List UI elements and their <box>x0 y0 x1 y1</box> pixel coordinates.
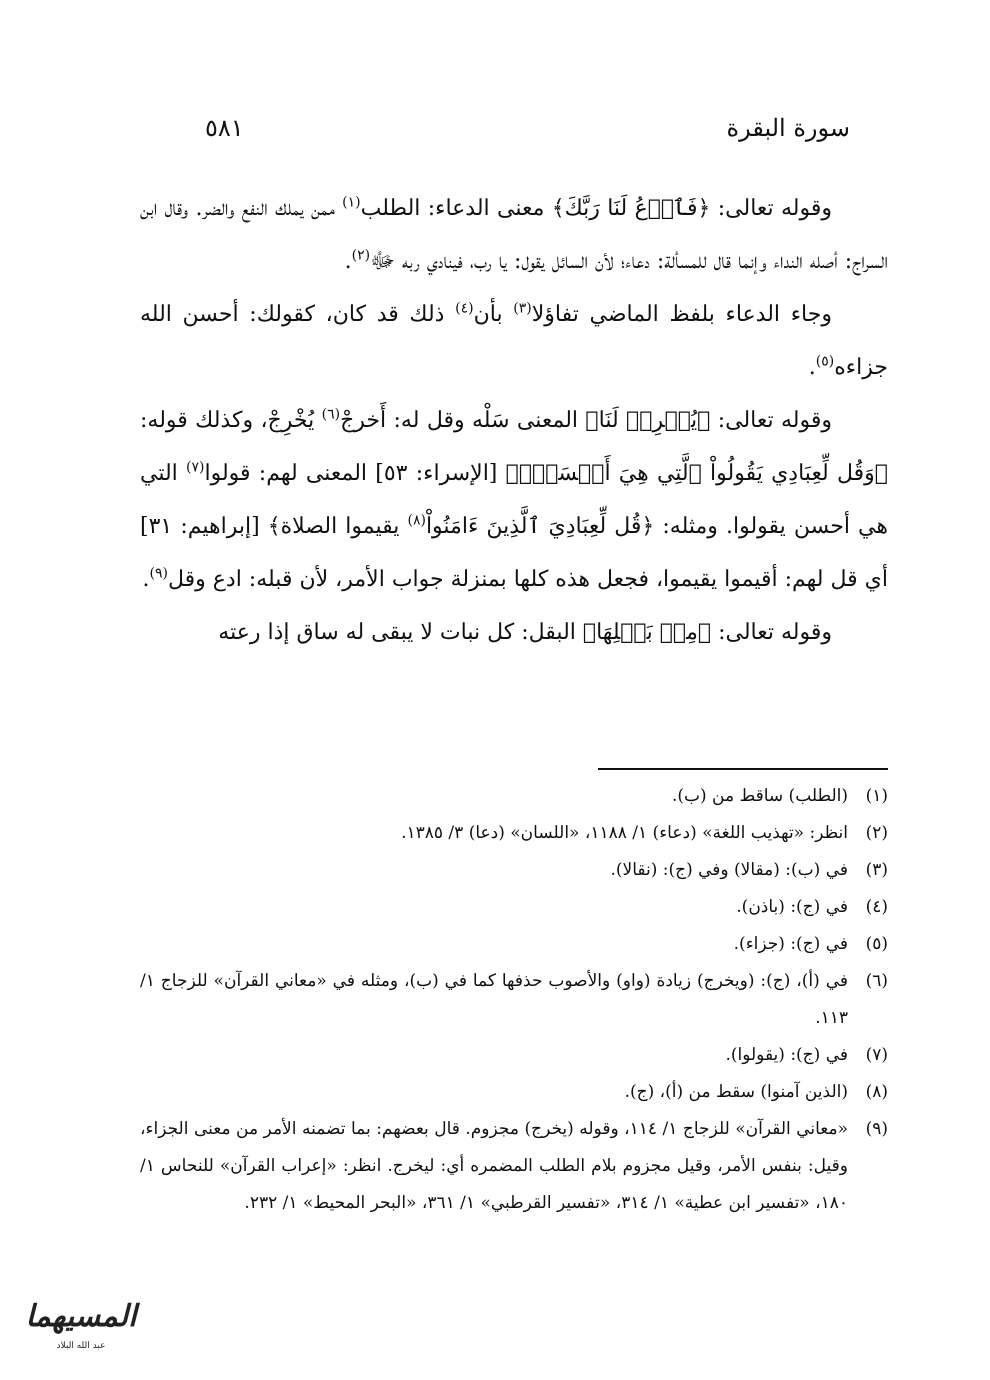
paragraph-1-text-a: وقوله تعالى: ﴿فَٱدۡعُ لَنَا رَبَّكَ﴾ معنى الدعاء: الطلب <box>360 196 832 221</box>
footnote-ref-8: (٨) <box>407 512 426 529</box>
paragraph-2 <box>140 288 888 394</box>
footnote-number: (٧) <box>865 1045 888 1065</box>
footnote-ref-6: (٦) <box>321 406 341 423</box>
paragraph-2-text-b: بأن <box>473 302 514 327</box>
paragraph-3-text-d: يقيموا الصلاة﴾ [إبراهيم: ٣١] أي قل لهم: أقيموا يقيموا، فجعل هذه كلها بمنزلة جواب الأمر، لأن قبله: ادع وقل <box>140 514 888 592</box>
footnote-number: (٤) <box>865 897 888 917</box>
paragraph-3-text-c: التي هي أحسن يقولوا. ومثله: ﴿قُل لِّعِبَادِيَ ٱلَّذِينَ ءَامَنُواْ <box>140 461 888 539</box>
stamp-calligraphy: المسيهما <box>25 1299 137 1334</box>
stamp-caption: عبد الله البلاد <box>56 1341 106 1351</box>
footnote-ref-7: (٧) <box>186 459 205 476</box>
footnote-ref-4: (٤) <box>455 300 474 317</box>
paragraph-3-text-b: يُخْرِجْ، وكذلك قوله: ﴿وَقُل لِّعِبَادِي يَقُولُواْ ٱلَّتِي هِيَ أَحۡسَنُۚ﴾ [الإسراء: ٥٣] المعنى لهم: قولوا <box>140 408 888 486</box>
footnote-2 <box>140 815 888 852</box>
footnote-text: في (ج): (جزاء). <box>733 934 848 954</box>
footnote-text: في (ج): (باذن). <box>736 897 848 917</box>
footnote-number: (٣) <box>865 860 888 880</box>
footnote-3 <box>140 852 888 889</box>
footnote-8 <box>140 1074 888 1111</box>
main-text <box>140 182 888 659</box>
footnote-text: في (ج): (يقولوا). <box>725 1045 848 1065</box>
running-header-surah: سورة البقرة <box>726 114 850 142</box>
paragraph-1 <box>140 182 888 288</box>
footnote-6 <box>140 963 888 1037</box>
footnote-5 <box>140 926 888 963</box>
footnote-7 <box>140 1037 888 1074</box>
footnote-number: (٢) <box>865 823 888 843</box>
footnote-4 <box>140 889 888 926</box>
footnote-ref-1: (١) <box>342 194 361 211</box>
footnote-divider <box>598 768 888 770</box>
footnote-text: في (أ)، (ج): (ويخرج) زيادة (واو) والأصوب حذفها كما في (ب)، ومثله في «معاني القرآن» للزجاج ١/ ١١٣. <box>140 971 848 1028</box>
footnote-number: (١) <box>865 786 888 806</box>
paragraph-1-text-b: ممن يملك النفع والضر. وقال ابن السراج: أصله النداء وإنما قال للمسألة: دعاء؛ لأن السائل يقول: يا رب، فينادي ربه ﷻ <box>140 196 888 274</box>
paragraph-3 <box>140 394 888 606</box>
footnote-1 <box>140 778 888 815</box>
paragraph-3-text-e: . <box>142 567 150 592</box>
paragraph-2-text-c: ذلك قد كان، كقولك: أحسن الله جزاءه <box>140 302 888 380</box>
paragraph-3-text-a: وقوله تعالى: ﴿يُخۡرِجۡ لَنَا﴾ المعنى سَلْه وقل له: أَخرجْ <box>340 408 832 433</box>
paragraph-2-text-a: وجاء الدعاء بلفظ الماضي تفاؤلا <box>531 302 832 327</box>
footnote-text: «معاني القرآن» للزجاج ١/ ١١٤، وقوله (يخرج) مجزوم. قال بعضهم: بما تضمنه الأمر من معنى الجزاء، وقيل: بنفس الأمر، وقيل مجزوم بلام الطلب المضمره أي: ليخرج. انظر: «إعراب القرآن» للنحاس ١/ ١٨٠، «تفسير ابن عطية» ١/ ٣١٤، «تفسير القرطبي» ١/ ٣٦١، «البحر المحيط» ١/ ٢٣٢. <box>140 1119 848 1213</box>
footnote-text: (الطلب) ساقط من (ب). <box>671 786 848 806</box>
footnote-9 <box>140 1111 888 1222</box>
footnote-ref-3: (٣) <box>513 300 532 317</box>
footnote-ref-9: (٩) <box>149 565 168 582</box>
footnotes <box>140 778 888 1222</box>
footnote-text: انظر: «تهذيب اللغة» (دعاء) ١/ ١١٨٨، «اللسان» (دعا) ٣/ ١٣٨٥. <box>401 823 848 843</box>
paragraph-2-text-d: . <box>808 355 816 380</box>
footnote-number: (٨) <box>865 1082 888 1102</box>
page-number: ٥٨١ <box>205 114 244 142</box>
footnote-number: (٦) <box>865 971 888 991</box>
footnote-text: في (ب): (مقالا) وفي (ج): (نقالا). <box>610 860 848 880</box>
paragraph-4-text: وقوله تعالى: ﴿مِنۢ بَقۡلِهَا﴾ البقل: كل نبات لا يبقى له ساق إذا رعته <box>218 620 832 645</box>
footnote-ref-5: (٥) <box>815 353 835 370</box>
paragraph-1-text-c: . <box>344 249 352 274</box>
paragraph-4 <box>140 606 888 659</box>
footnote-text: (الذين آمنوا) سقط من (أ)، (ج). <box>624 1082 848 1102</box>
library-stamp-logo <box>10 1295 150 1365</box>
footnote-number: (٩) <box>865 1119 888 1139</box>
footnote-number: (٥) <box>865 934 888 954</box>
footnote-ref-2: (٢) <box>351 247 371 264</box>
